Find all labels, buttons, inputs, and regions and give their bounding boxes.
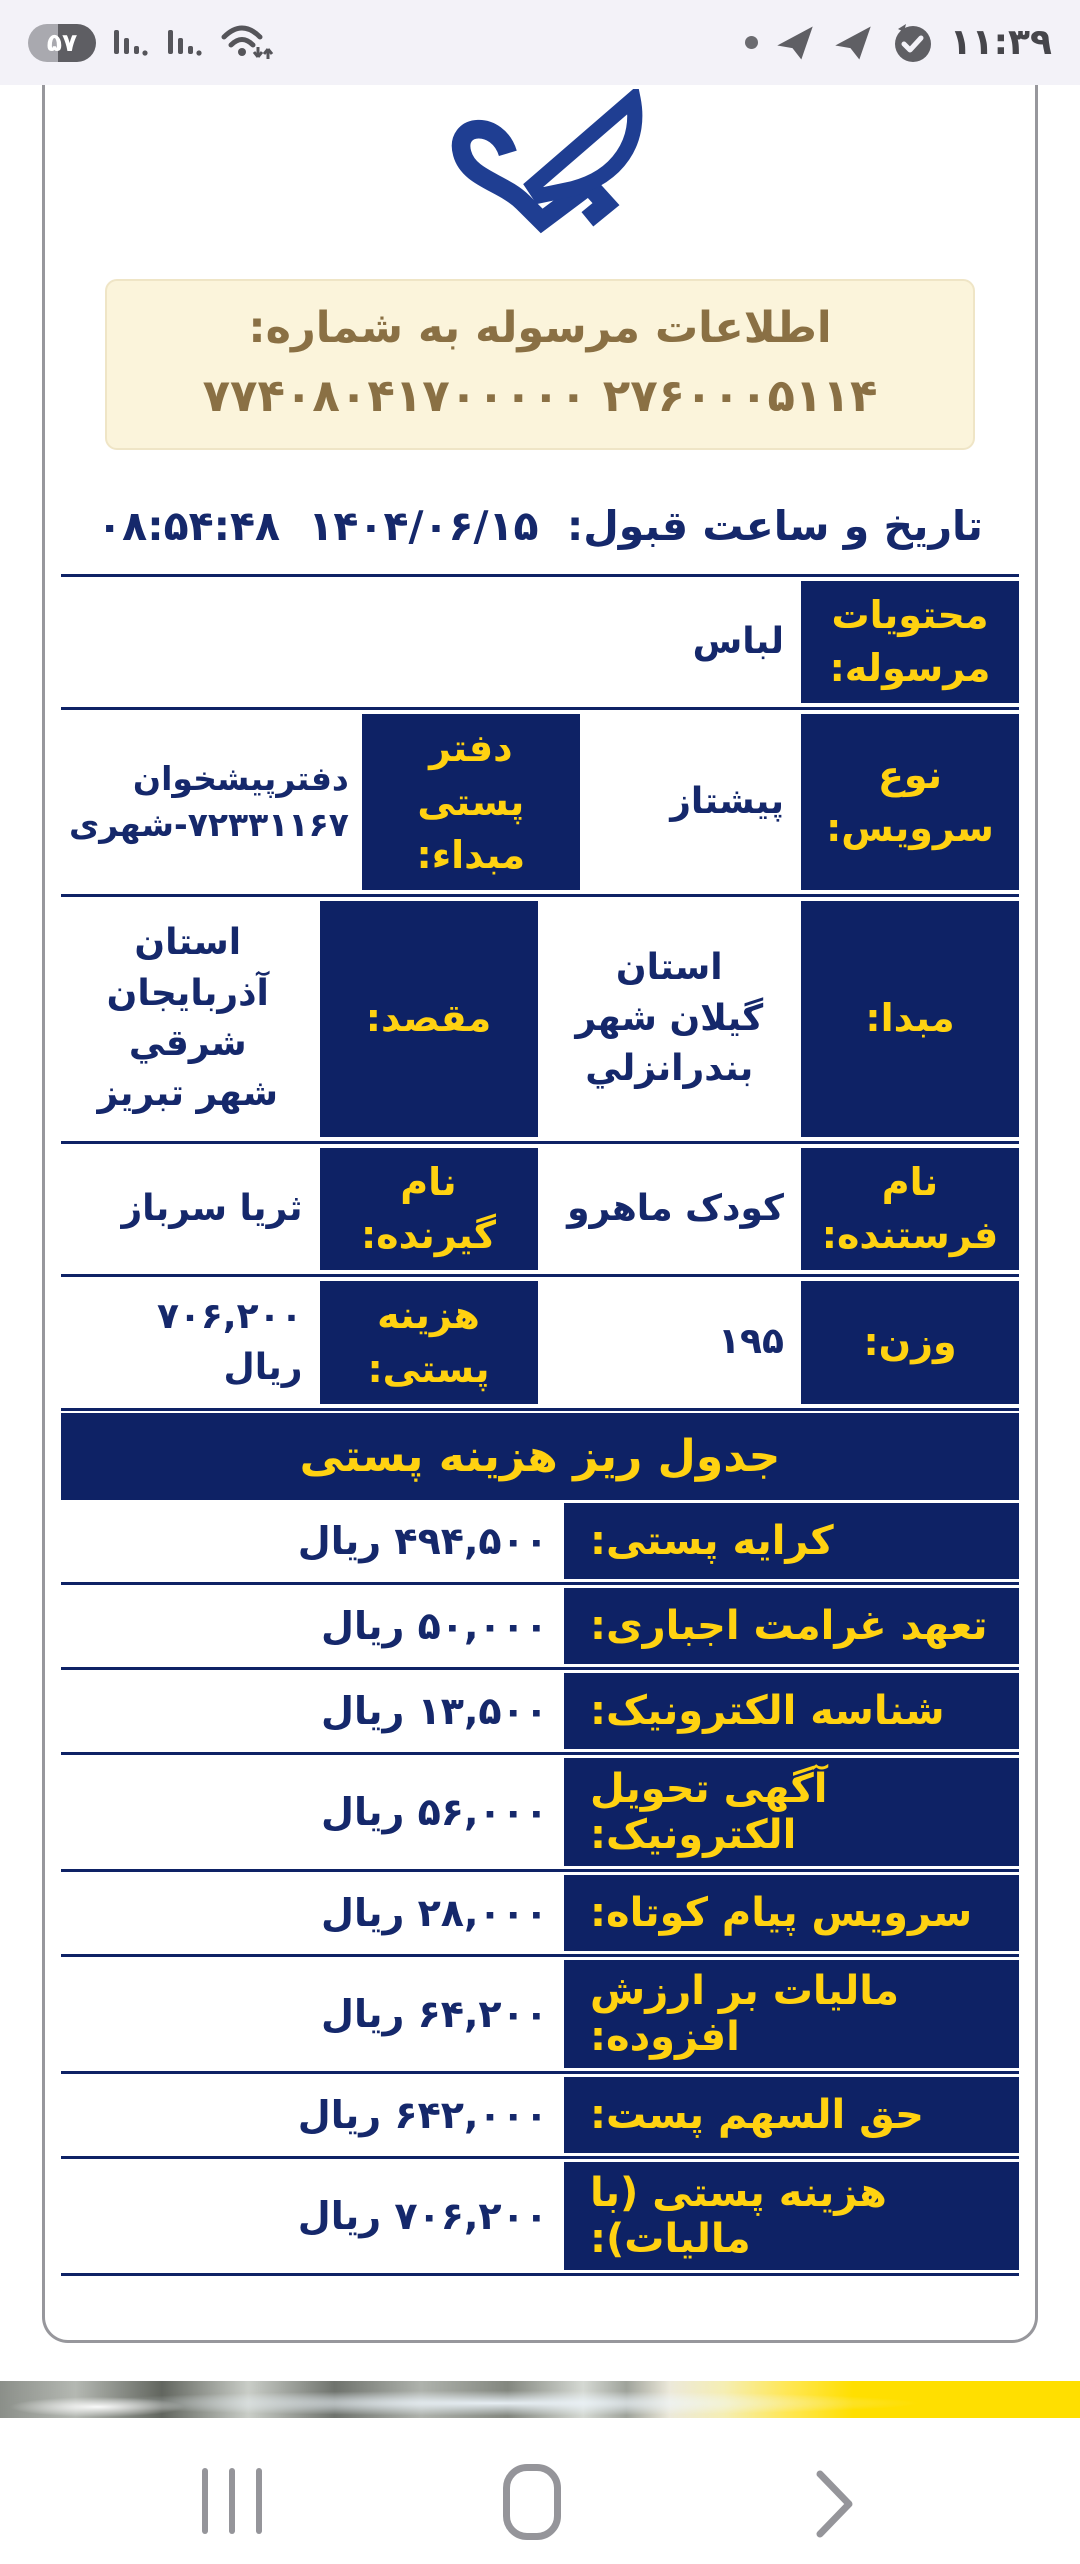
send-icon-2 bbox=[832, 24, 874, 62]
navigation-bar bbox=[0, 2444, 1080, 2564]
cost-label: تعهد غرامت اجباری: bbox=[564, 1588, 1019, 1664]
origin-destination-row bbox=[61, 897, 1019, 1141]
receipt-card bbox=[42, 85, 1038, 2343]
details-table bbox=[61, 574, 1019, 1411]
cost-label: مالیات بر ارزش افزوده: bbox=[564, 1960, 1019, 2068]
parcel-info-title: اطلاعات مرسوله به شماره: bbox=[248, 303, 832, 353]
service-type-value: پیشتاز bbox=[670, 780, 784, 822]
cost-label: آگهی تحویل الکترونیک: bbox=[564, 1758, 1019, 1866]
cost-value: ۴۹۴,۵۰۰ ریال bbox=[297, 1518, 548, 1563]
cost-value: ۶۴۲,۰۰۰ ریال bbox=[297, 2092, 548, 2137]
contents-row bbox=[61, 577, 1019, 707]
acceptance-label: تاریخ و ساعت قبول: bbox=[566, 502, 983, 550]
cost-value: ۷۰۶,۲۰۰ ریال bbox=[297, 2193, 548, 2238]
origin-label: مبدا: bbox=[801, 901, 1019, 1137]
cost-table-header: جدول ریز هزینه پستی bbox=[61, 1413, 1019, 1500]
receiver-label: نام گیرنده: bbox=[320, 1148, 538, 1270]
cost-row bbox=[61, 1957, 1019, 2071]
postal-cost-label: هزینه پستی: bbox=[320, 1281, 538, 1403]
signal-icon-2 bbox=[164, 26, 204, 60]
cost-value: ۱۳,۵۰۰ ریال bbox=[320, 1688, 548, 1733]
cost-row bbox=[61, 1670, 1019, 1752]
weight-value: ۱۹۵ bbox=[718, 1321, 784, 1363]
check-badge-icon bbox=[890, 21, 934, 65]
cost-value: ۶۴,۲۰۰ ریال bbox=[320, 1991, 548, 2036]
signal-icon bbox=[110, 26, 150, 60]
cost-label: هزینه پستی (با مالیات): bbox=[564, 2162, 1019, 2270]
sender-value: کودک ماهرو bbox=[567, 1187, 784, 1229]
home-icon[interactable] bbox=[503, 2464, 561, 2540]
destination-label: مقصد: bbox=[320, 901, 538, 1137]
cost-value: ۵۶,۰۰۰ ریال bbox=[320, 1789, 548, 1834]
service-type-label: نوع سرویس: bbox=[801, 714, 1019, 890]
origin-value: استان گیلان شهر بندرانزلي bbox=[575, 947, 764, 1090]
sender-label: نام فرستنده: bbox=[801, 1148, 1019, 1270]
cost-label: کرایه پستی: bbox=[564, 1503, 1019, 1579]
photo-strip bbox=[0, 2381, 1080, 2418]
contents-label: محتویات مرسوله: bbox=[801, 581, 1019, 703]
wifi-icon bbox=[218, 21, 274, 65]
cost-row bbox=[61, 2159, 1019, 2273]
cost-row bbox=[61, 1585, 1019, 1667]
back-icon[interactable] bbox=[812, 2466, 856, 2546]
acceptance-datetime bbox=[61, 502, 1019, 550]
acceptance-time: ۰۸:۵۴:۴۸ bbox=[97, 502, 281, 550]
origin-office-value: دفترپیشخوان ۷۲۳۳۱۱۶۷-شهری bbox=[69, 758, 349, 845]
weight-cost-row bbox=[61, 1277, 1019, 1407]
cost-row bbox=[61, 1872, 1019, 1954]
receiver-value: ثریا سرباز bbox=[121, 1187, 303, 1229]
notification-dot bbox=[745, 36, 758, 49]
status-clock: ۱۱:۳۹ bbox=[949, 22, 1052, 63]
contents-value: لباس bbox=[692, 620, 784, 662]
weight-label: وزن: bbox=[801, 1281, 1019, 1403]
recents-icon[interactable] bbox=[202, 2468, 262, 2534]
cost-row bbox=[61, 2074, 1019, 2156]
destination-value: استان آذربایجان شرقي شهر تبریز bbox=[97, 922, 279, 1115]
battery-percent: ۵۷ bbox=[46, 28, 78, 57]
divider bbox=[61, 2273, 1019, 2276]
cost-row bbox=[61, 1500, 1019, 1582]
cost-label: سرویس پیام کوتاه: bbox=[564, 1875, 1019, 1951]
cost-label: حق السهم پست: bbox=[564, 2077, 1019, 2153]
status-bar bbox=[0, 0, 1080, 85]
acceptance-date: ۱۴۰۴/۰۶/۱۵ bbox=[308, 502, 539, 550]
battery-icon bbox=[28, 24, 96, 62]
cost-value: ۵۰,۰۰۰ ریال bbox=[320, 1603, 548, 1648]
sender-receiver-row bbox=[61, 1144, 1019, 1274]
tracking-number: ۷۷۴۰۸۰۴۱۷۰۰۰۰۰ ۲۷۶۰۰۰۵۱۱۴ bbox=[202, 369, 878, 422]
divider bbox=[61, 1408, 1019, 1411]
postal-cost-value: ۷۰۶,۲۰۰ ریال bbox=[156, 1296, 303, 1388]
cost-table bbox=[61, 1500, 1019, 2276]
cost-row bbox=[61, 1755, 1019, 1869]
send-icon bbox=[774, 24, 816, 62]
parcel-info-box bbox=[105, 279, 975, 450]
service-office-row bbox=[61, 710, 1019, 894]
post-logo-icon bbox=[61, 89, 1019, 265]
cost-value: ۲۸,۰۰۰ ریال bbox=[320, 1890, 548, 1935]
cost-label: شناسه الکترونیک: bbox=[564, 1673, 1019, 1749]
origin-office-label: دفتر پستی مبداء: bbox=[362, 714, 580, 890]
